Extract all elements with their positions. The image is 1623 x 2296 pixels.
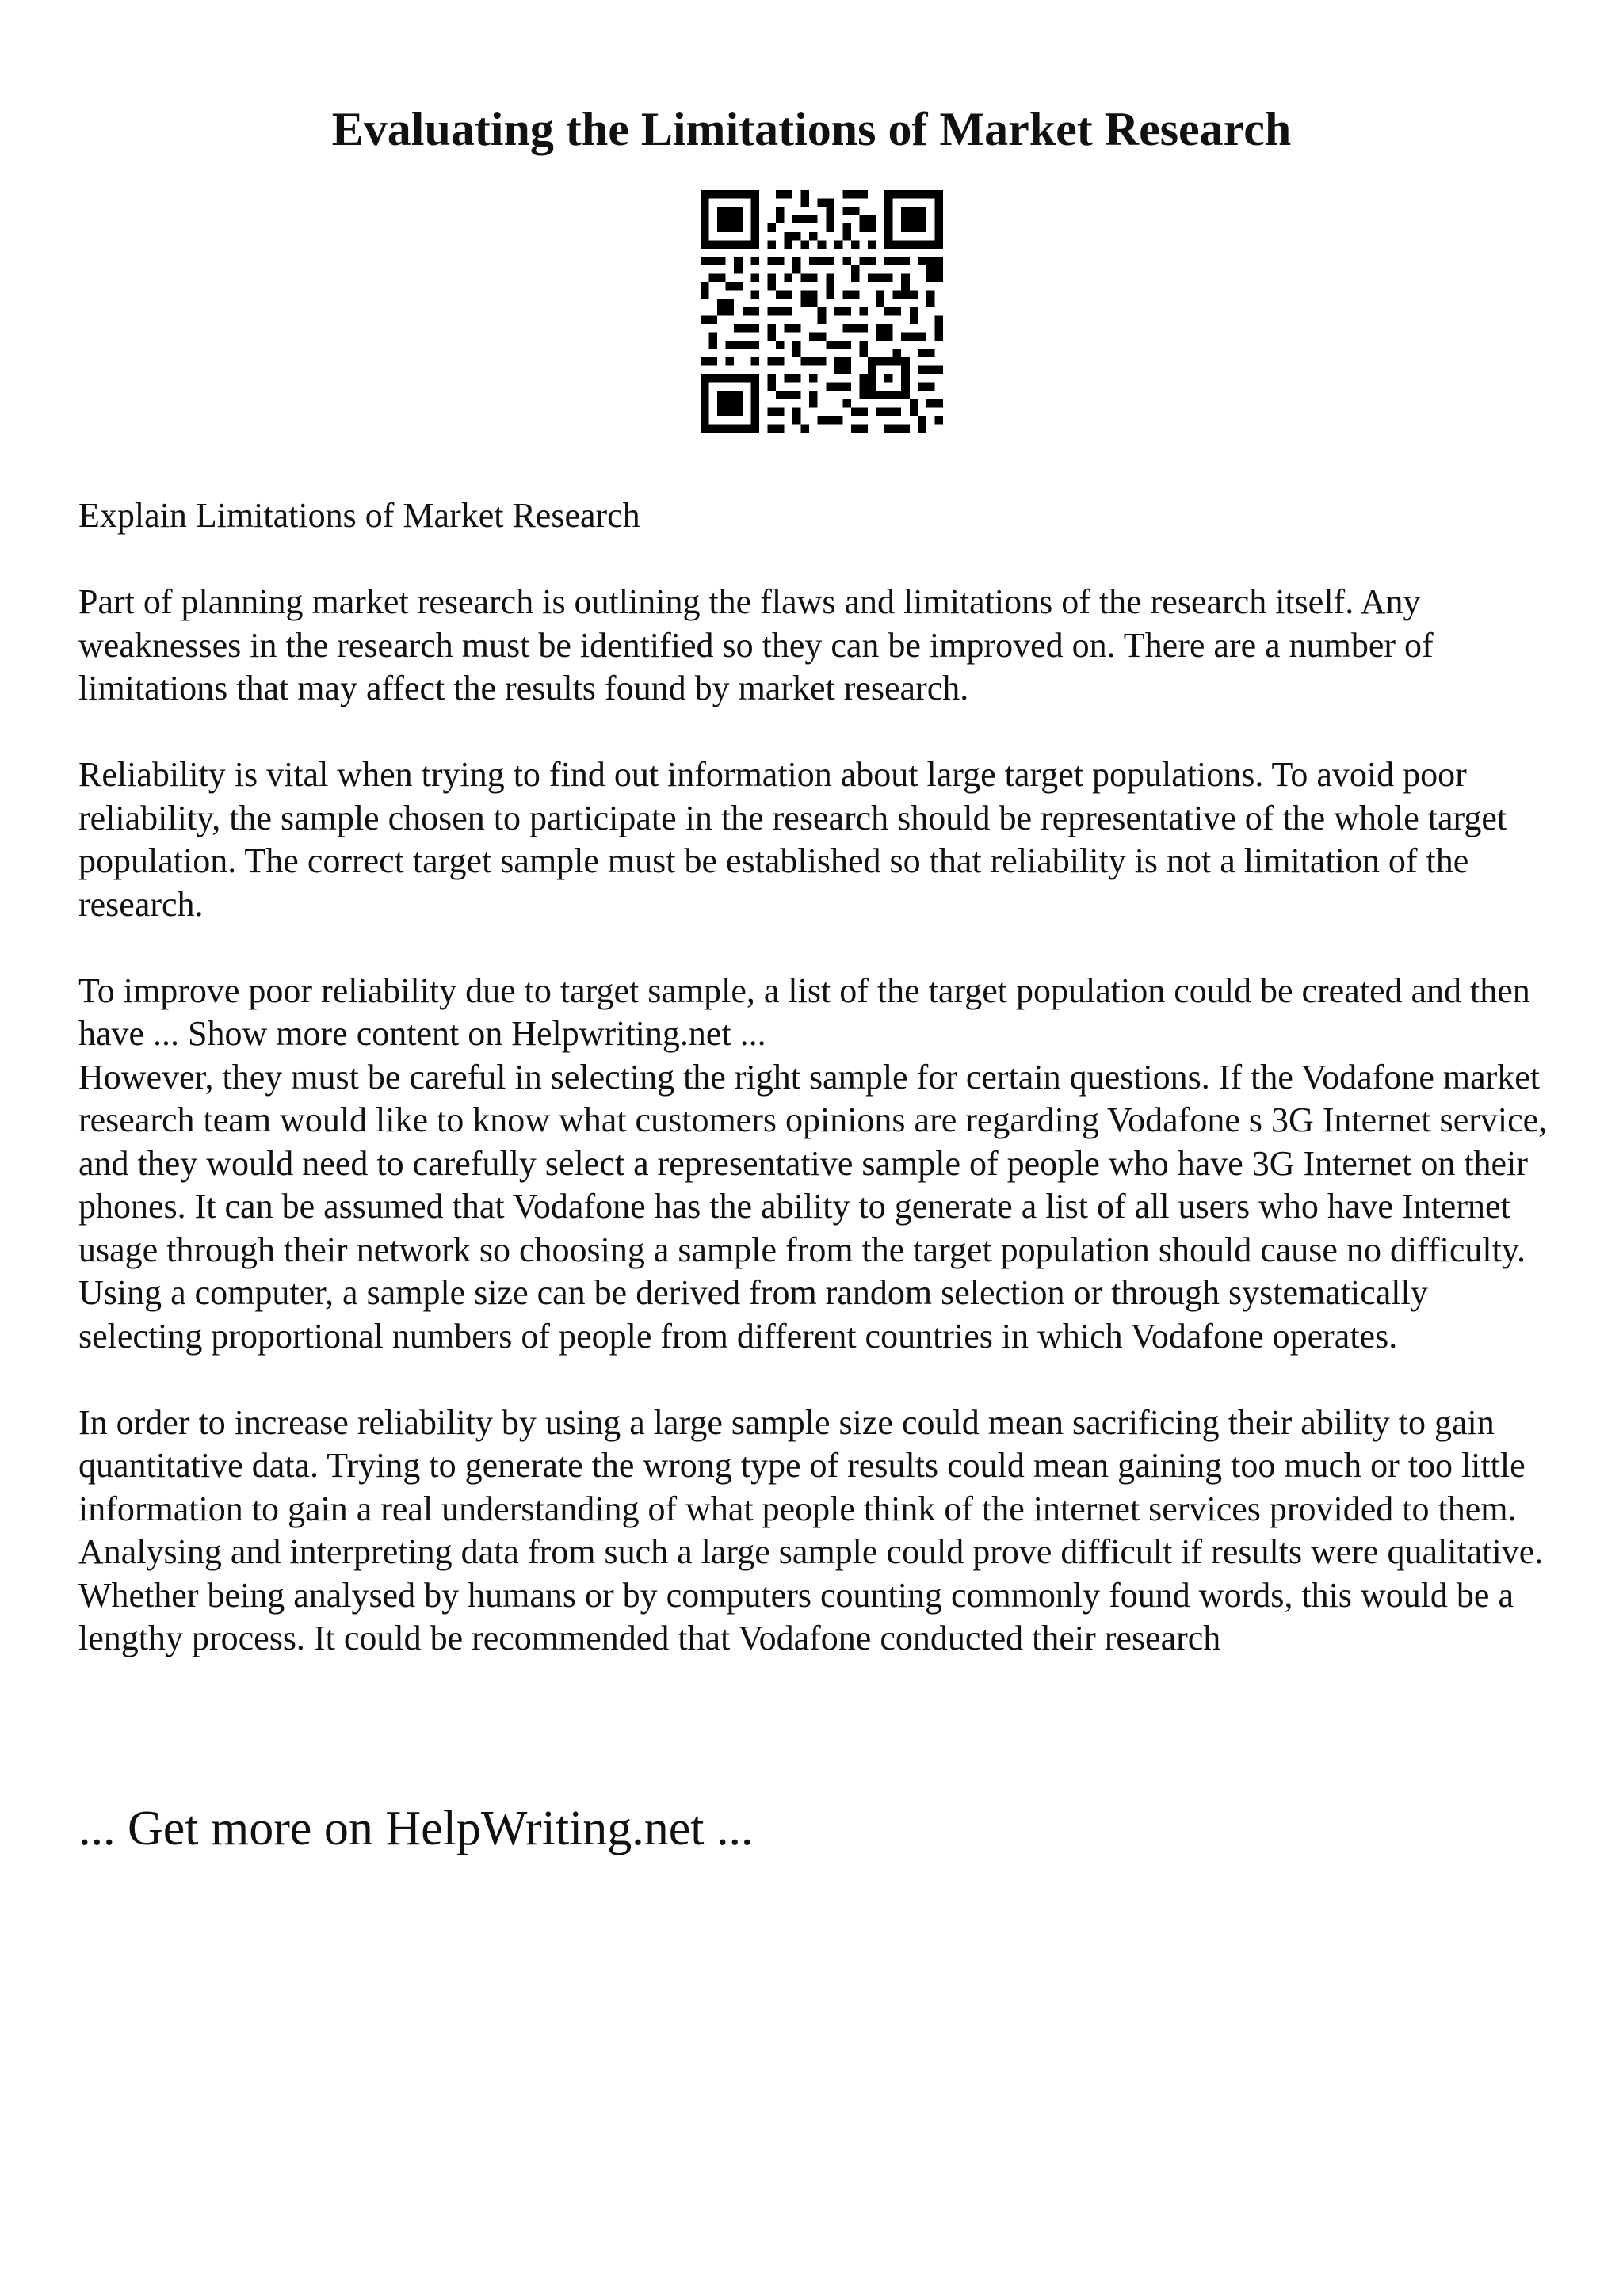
paragraph-intro: Part of planning market research is outlining the flaws and limitations of the research itself. Any weaknesses in the research must be identified so they can be improved on. There are a number of limitations that may affect the results found by market research. (78, 582, 1434, 707)
paragraph-reliability: Reliability is vital when trying to find out information about large target populations. To avoid poor reliability, the sample chosen to participate in the research should be representative of the whole target population. The correct target sample must be established so that reliability is not a limitation of the research. (78, 755, 1507, 924)
paragraph-sample-size: In order to increase reliability by using a large sample size could mean sacrificing their ability to gain quantitative data. Trying to generate the wrong type of results could mean gaining too much or too little information to gain a real understanding of what people think of the internet services provided to them. Analysing and interpreting data from such a large sample could prove difficult if results were qualitative. Whether being analysed by humans or by computers counting commonly found words, this would be a lengthy process. It could be recommended that Vodafone conducted their research (78, 1402, 1544, 1657)
paragraph-vodafone-sample: However, they must be careful in selecting the right sample for certain questions. If the Vodafone market research team would like to know what customers opinions are regarding Vodafone s 3G Internet service, and they would need to carefully select a representative sample of people who have 3G Internet on their phones. It can be assumed that Vodafone has the ability to generate a list of all users who have Internet usage through their network so choosing a sample from the target population should cause no difficulty. Using a computer, a sample size can be derived from random selection or through systematically selecting proportional numbers of people from different countries in which Vodafone operates. (78, 1057, 1548, 1356)
document-body (78, 494, 1560, 1703)
get-more-link[interactable]: ... Get more on HelpWriting.net ... (78, 1802, 754, 1855)
document-title: Evaluating the Limitations of Market Research (331, 103, 1292, 155)
paragraph-target-sample: To improve poor reliability due to target sample, a list of the target population could be created and then have ... Show more content on Helpwriting.net ... (78, 971, 1530, 1053)
section-heading: Explain Limitations of Market Research (78, 496, 640, 535)
qr-code-icon (701, 190, 943, 433)
